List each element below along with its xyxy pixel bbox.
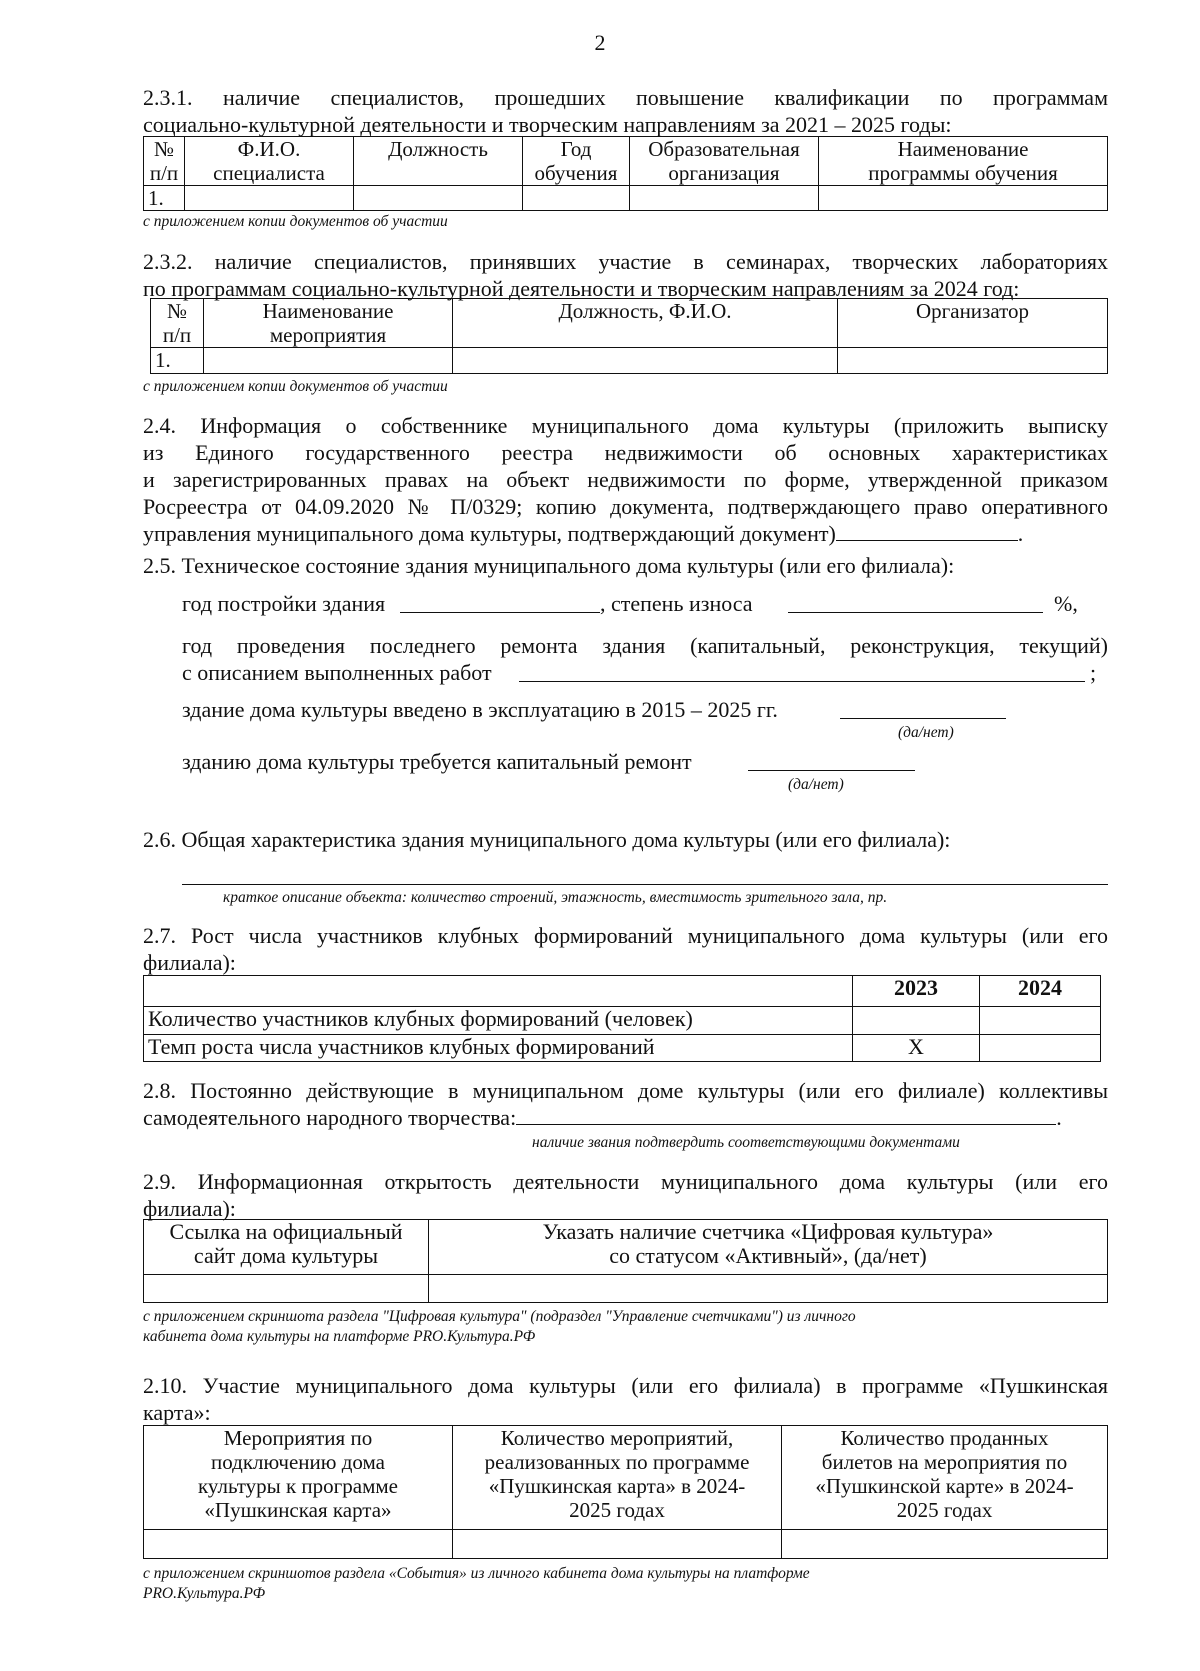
table-cell: X	[853, 1034, 980, 1062]
section-2-10-heading	[143, 1372, 1108, 1426]
table-cell[interactable]	[453, 1530, 782, 1559]
table-cell[interactable]	[630, 186, 819, 211]
note-line: с приложением скриншотов раздела «События» из личного кабинета дома культуры на платформе	[143, 1565, 810, 1582]
section-2-3-2-heading	[143, 248, 1108, 302]
owner-docs-field[interactable]	[836, 520, 1018, 541]
commissioned-label: здание дома культуры введено в эксплуатацию в 2015 – 2025 гг.	[182, 697, 778, 722]
text-line: 2.9. Информационная открытость деятельности муниципального дома культуры (или его	[143, 1169, 1108, 1194]
row-number: 1.	[151, 348, 204, 374]
section-2-6-title: 2.6. Общая характеристика здания муниципального дома культуры (или его филиала):	[143, 827, 951, 852]
table-header-row	[151, 299, 1108, 348]
table-row	[144, 1007, 1101, 1035]
blank-header	[144, 976, 853, 1007]
col-program-header: Наименование программы обучения	[819, 137, 1108, 186]
table-cell[interactable]	[453, 348, 838, 374]
year-built-label: год постройки здания	[182, 591, 386, 616]
text-line: самодеятельного народного творчества: .	[143, 1105, 1062, 1130]
col-number-header: № п/п	[151, 299, 204, 348]
year-built-field[interactable]	[400, 592, 600, 613]
seminars-table	[150, 298, 1108, 374]
table-cell[interactable]	[980, 1034, 1101, 1062]
year-2024-header: 2024	[980, 976, 1101, 1007]
year-2023-header: 2023	[853, 976, 980, 1007]
table-cell[interactable]	[185, 186, 354, 211]
counter-header: Указать наличие счетчика «Цифровая культура» со статусом «Активный», (да/нет)	[429, 1220, 1108, 1275]
note-line: PRO.Культура.РФ	[143, 1585, 266, 1602]
tickets-count-header: Количество проданных билетов на мероприятия по «Пушкинской карте» в 2024- 2025 годах	[782, 1426, 1108, 1530]
section-2-8	[143, 1077, 1108, 1131]
col-number-header: № п/п	[144, 137, 185, 186]
wear-suffix: %,	[1054, 591, 1078, 616]
yes-no-hint: (да/нет)	[898, 724, 954, 741]
repair-end: ;	[1090, 660, 1097, 685]
table-cell[interactable]	[429, 1275, 1108, 1303]
wear-field[interactable]	[788, 592, 1043, 613]
col-year-header: Год обучения	[523, 137, 630, 186]
table-cell[interactable]	[523, 186, 630, 211]
page-number: 2	[594, 30, 606, 55]
table-row	[144, 1530, 1108, 1559]
section-2-9-heading	[143, 1168, 1108, 1222]
repair-description-field[interactable]	[519, 661, 1085, 682]
text-line: год проведения последнего ремонта здания (капитальный, реконструкция, текущий)	[182, 633, 1108, 658]
section-2-7-heading	[143, 922, 1108, 976]
text-line: по программам социально-культурной деятельности и творческим направлениям за 2024 год:	[143, 276, 1020, 301]
col-organizer-header: Организатор	[838, 299, 1108, 348]
table-row	[151, 348, 1108, 374]
commissioned-field[interactable]	[840, 698, 1006, 719]
table-cell[interactable]	[354, 186, 523, 211]
note-line: кабинета дома культуры на платформе PRO.Культура.РФ	[143, 1328, 536, 1345]
text-line: Росреестра от 04.09.2020 № П/0329; копию документа, подтверждающего право оперативного	[143, 494, 1108, 519]
col-position-header: Должность	[354, 137, 523, 186]
note-line: с приложением скриншота раздела "Цифровая культура" (подраздел "Управление счетчиками") из личного	[143, 1308, 856, 1325]
table-header-row	[144, 137, 1108, 186]
section-2-3-1-heading	[143, 84, 1108, 138]
collectives-field[interactable]	[516, 1104, 1056, 1125]
text-line: социально-культурной деятельности и творческим направлениям за 2021 – 2025 годы:	[143, 112, 952, 137]
text-line: из Единого государственного реестра недвижимости об основных характеристиках	[143, 440, 1108, 465]
events-count-header: Количество мероприятий, реализованных по программе «Пушкинская карта» в 2024- 2025 годах	[453, 1426, 782, 1530]
col-fio-header: Ф.И.О. специалиста	[185, 137, 354, 186]
table-cell[interactable]	[980, 1007, 1101, 1035]
repair-label: с описанием выполненных работ	[182, 660, 492, 685]
col-event-header: Наименование мероприятия	[204, 299, 453, 348]
text-line: карта»:	[143, 1400, 211, 1425]
text-line: 2.3.2. наличие специалистов, принявших участие в семинарах, творческих лабораториях	[143, 249, 1108, 274]
text-line: 2.7. Рост числа участников клубных формирований муниципального дома культуры (или его	[143, 923, 1108, 948]
title-proof-hint: наличие звания подтвердить соответствующими документами	[532, 1134, 960, 1151]
text-line: и зарегистрированных правах на объект недвижимости по форме, утвержденной приказом	[143, 467, 1108, 492]
capital-repair-label: зданию дома культуры требуется капитальный ремонт	[182, 749, 692, 774]
col-position-fio-header: Должность, Ф.И.О.	[453, 299, 838, 348]
table-header-row	[144, 1426, 1108, 1530]
participants-growth-table	[143, 975, 1101, 1062]
events-screenshot-note	[143, 1564, 810, 1604]
repair-text	[182, 632, 1108, 659]
text-line: филиала):	[143, 950, 236, 975]
pushkin-card-table	[143, 1425, 1108, 1559]
attachment-note: с приложением копии документов об участии	[143, 213, 448, 230]
table-header-row	[144, 976, 1101, 1007]
table-row	[144, 1034, 1101, 1062]
table-cell[interactable]	[144, 1275, 429, 1303]
capital-repair-field[interactable]	[748, 750, 915, 771]
table-cell[interactable]	[838, 348, 1108, 374]
openness-table	[143, 1219, 1108, 1303]
table-header-row	[144, 1220, 1108, 1275]
wear-label: , степень износа	[600, 591, 753, 616]
table-cell[interactable]	[144, 1530, 453, 1559]
row-label: Количество участников клубных формирований (человек)	[144, 1007, 853, 1035]
text-line: 2.8. Постоянно действующие в муниципальном доме культуры (или его филиале) коллективы	[143, 1078, 1108, 1103]
row-number: 1.	[144, 186, 185, 211]
text-line: 2.10. Участие муниципального дома культуры (или его филиала) в программе «Пушкинская	[143, 1373, 1108, 1398]
table-row	[144, 1275, 1108, 1303]
table-row	[144, 186, 1108, 211]
screenshot-note	[143, 1307, 856, 1347]
text-line: 2.4. Информация о собственнике муниципального дома культуры (приложить выписку	[143, 413, 1108, 438]
text-line: 2.3.1. наличие специалистов, прошедших повышение квалификации по программам	[143, 85, 1108, 110]
attachment-note: с приложением копии документов об участии	[143, 378, 448, 395]
text-line: управления муниципального дома культуры, подтверждающий документ) .	[143, 521, 1024, 546]
qualification-table	[143, 136, 1108, 211]
events-header: Мероприятия по подключению дома культуры к программе «Пушкинская карта»	[144, 1426, 453, 1530]
table-cell[interactable]	[819, 186, 1108, 211]
table-cell[interactable]	[782, 1530, 1108, 1559]
row-label: Темп роста числа участников клубных формирований	[144, 1034, 853, 1062]
table-cell[interactable]	[204, 348, 453, 374]
text-line: филиала):	[143, 1196, 236, 1221]
col-organization-header: Образовательная организация	[630, 137, 819, 186]
table-cell[interactable]	[853, 1007, 980, 1035]
description-hint: краткое описание объекта: количество строений, этажность, вместимость зрительного зала, пр.	[223, 889, 888, 906]
building-description-field[interactable]	[182, 864, 1108, 885]
site-link-header: Ссылка на официальный сайт дома культуры	[144, 1220, 429, 1275]
yes-no-hint: (да/нет)	[788, 776, 844, 793]
section-2-4	[143, 412, 1108, 547]
section-2-5-title: 2.5. Техническое состояние здания муниципального дома культуры (или его филиала):	[143, 553, 955, 578]
